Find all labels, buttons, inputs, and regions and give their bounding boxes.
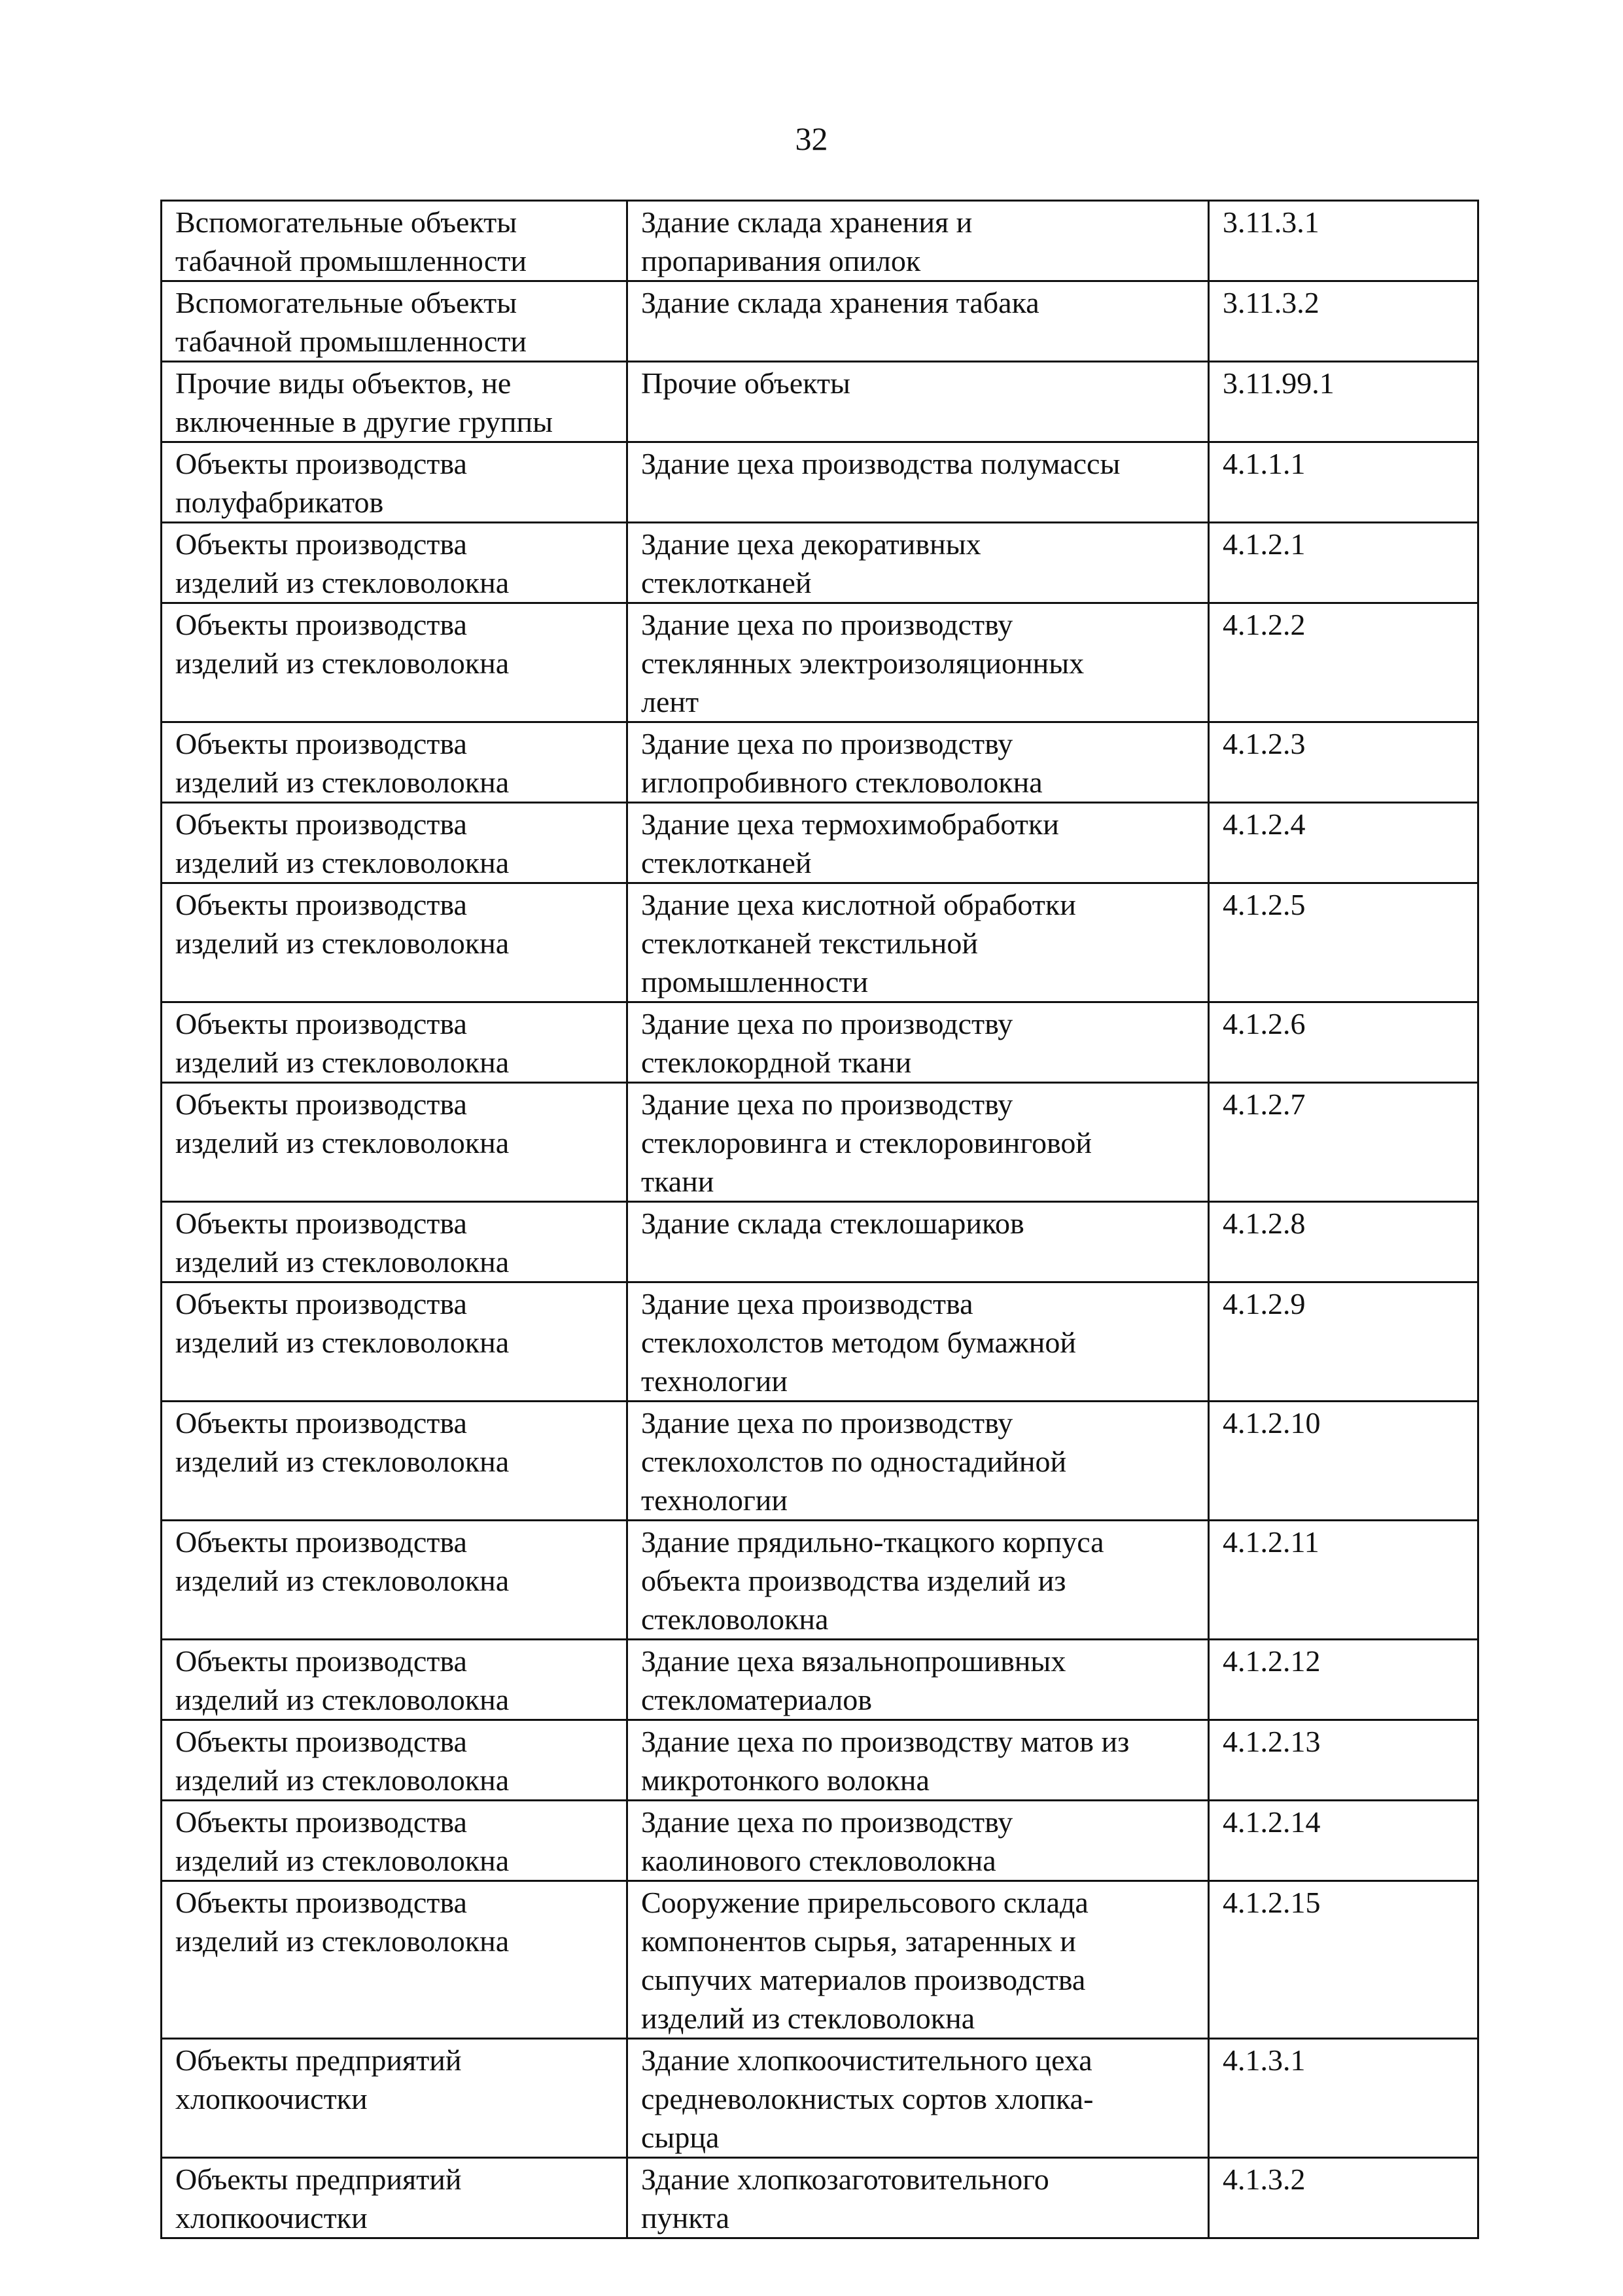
object-cell: Здание цеха по производству стеклянных электроизоляционных лент xyxy=(627,603,1209,722)
group-cell: Вспомогательные объекты табачной промышленности xyxy=(162,281,627,362)
table-row xyxy=(162,1801,1478,1881)
code-cell: 4.1.2.14 xyxy=(1209,1801,1478,1881)
code-cell: 4.1.2.3 xyxy=(1209,722,1478,803)
code-cell: 4.1.2.4 xyxy=(1209,803,1478,883)
table-row xyxy=(162,722,1478,803)
object-cell: Здание цеха по производству каолинового стекловолокна xyxy=(627,1801,1209,1881)
table-row xyxy=(162,2039,1478,2158)
group-cell: Объекты производства изделий из стекловолокна xyxy=(162,1881,627,2039)
group-cell: Объекты производства изделий из стекловолокна xyxy=(162,1202,627,1282)
page-number: 32 xyxy=(795,120,828,157)
table-row xyxy=(162,1640,1478,1720)
code-cell: 3.11.3.2 xyxy=(1209,281,1478,362)
object-cell: Здание хлопкоочистительного цеха средневолокнистых сортов хлопка- сырца xyxy=(627,2039,1209,2158)
table-row xyxy=(162,1521,1478,1640)
group-cell: Объекты производства изделий из стекловолокна xyxy=(162,883,627,1002)
code-cell: 4.1.2.1 xyxy=(1209,523,1478,603)
code-cell: 4.1.3.2 xyxy=(1209,2158,1478,2238)
object-cell: Здание прядильно-ткацкого корпуса объекта производства изделий из стекловолокна xyxy=(627,1521,1209,1640)
group-cell: Объекты производства изделий из стекловолокна xyxy=(162,1720,627,1801)
code-cell: 4.1.2.2 xyxy=(1209,603,1478,722)
object-cell: Здание цеха производства полумассы xyxy=(627,442,1209,523)
group-cell: Объекты производства изделий из стекловолокна xyxy=(162,1801,627,1881)
code-cell: 4.1.2.5 xyxy=(1209,883,1478,1002)
group-cell: Объекты производства изделий из стекловолокна xyxy=(162,1640,627,1720)
object-cell: Здание цеха по производству иглопробивного стекловолокна xyxy=(627,722,1209,803)
object-cell: Здание склада стеклошариков xyxy=(627,1202,1209,1282)
code-cell: 4.1.2.6 xyxy=(1209,1002,1478,1083)
code-cell: 4.1.2.7 xyxy=(1209,1083,1478,1202)
table-row xyxy=(162,442,1478,523)
object-cell: Здание цеха по производству стеклокордной ткани xyxy=(627,1002,1209,1083)
object-cell: Здание цеха кислотной обработки стеклотканей текстильной промышленности xyxy=(627,883,1209,1002)
group-cell: Объекты предприятий хлопкоочистки xyxy=(162,2039,627,2158)
object-cell: Здание хлопкозаготовительного пункта xyxy=(627,2158,1209,2238)
group-cell: Объекты производства изделий из стекловолокна xyxy=(162,603,627,722)
object-cell: Здание склада хранения и пропаривания опилок xyxy=(627,201,1209,281)
group-cell: Объекты производства изделий из стекловолокна xyxy=(162,523,627,603)
code-cell: 4.1.2.12 xyxy=(1209,1640,1478,1720)
code-cell: 4.1.2.8 xyxy=(1209,1202,1478,1282)
group-cell: Вспомогательные объекты табачной промышленности xyxy=(162,201,627,281)
object-cell: Здание цеха по производству стеклохолстов по одностадийной технологии xyxy=(627,1402,1209,1521)
table-row xyxy=(162,1402,1478,1521)
table-row xyxy=(162,1202,1478,1282)
group-cell: Объекты производства изделий из стекловолокна xyxy=(162,1521,627,1640)
group-cell: Объекты производства изделий из стекловолокна xyxy=(162,803,627,883)
code-cell: 4.1.1.1 xyxy=(1209,442,1478,523)
table-row xyxy=(162,1881,1478,2039)
group-cell: Объекты производства изделий из стекловолокна xyxy=(162,1002,627,1083)
code-cell: 4.1.3.1 xyxy=(1209,2039,1478,2158)
group-cell: Объекты производства полуфабрикатов xyxy=(162,442,627,523)
table-row xyxy=(162,803,1478,883)
group-cell: Прочие виды объектов, не включенные в другие группы xyxy=(162,362,627,442)
group-cell: Объекты производства изделий из стекловолокна xyxy=(162,1402,627,1521)
code-cell: 3.11.3.1 xyxy=(1209,201,1478,281)
object-cell: Прочие объекты xyxy=(627,362,1209,442)
table-row xyxy=(162,603,1478,722)
table-row xyxy=(162,1282,1478,1402)
code-cell: 4.1.2.11 xyxy=(1209,1521,1478,1640)
code-cell: 4.1.2.15 xyxy=(1209,1881,1478,2039)
code-cell: 4.1.2.10 xyxy=(1209,1402,1478,1521)
table-row xyxy=(162,281,1478,362)
group-cell: Объекты производства изделий из стекловолокна xyxy=(162,1083,627,1202)
object-cell: Здание цеха по производству стеклоровинга и стеклоровинговой ткани xyxy=(627,1083,1209,1202)
object-cell: Здание цеха вязальнопрошивных стекломатериалов xyxy=(627,1640,1209,1720)
object-cell: Здание цеха производства стеклохолстов методом бумажной технологии xyxy=(627,1282,1209,1402)
table-row xyxy=(162,523,1478,603)
object-cell: Здание цеха по производству матов из микротонкого волокна xyxy=(627,1720,1209,1801)
table-row xyxy=(162,1083,1478,1202)
table-row xyxy=(162,201,1478,281)
object-classification-table xyxy=(160,200,1479,2239)
table-row xyxy=(162,362,1478,442)
code-cell: 4.1.2.13 xyxy=(1209,1720,1478,1801)
code-cell: 4.1.2.9 xyxy=(1209,1282,1478,1402)
object-cell: Здание склада хранения табака xyxy=(627,281,1209,362)
table-row xyxy=(162,1002,1478,1083)
group-cell: Объекты предприятий хлопкоочистки xyxy=(162,2158,627,2238)
group-cell: Объекты производства изделий из стекловолокна xyxy=(162,722,627,803)
table-row xyxy=(162,1720,1478,1801)
table-row xyxy=(162,883,1478,1002)
table-row xyxy=(162,2158,1478,2238)
object-cell: Здание цеха декоративных стеклотканей xyxy=(627,523,1209,603)
object-cell: Здание цеха термохимобработки стеклотканей xyxy=(627,803,1209,883)
code-cell: 3.11.99.1 xyxy=(1209,362,1478,442)
object-cell: Сооружение прирельсового склада компонентов сырья, затаренных и сыпучих материалов производства изделий из стекловолокна xyxy=(627,1881,1209,2039)
group-cell: Объекты производства изделий из стекловолокна xyxy=(162,1282,627,1402)
